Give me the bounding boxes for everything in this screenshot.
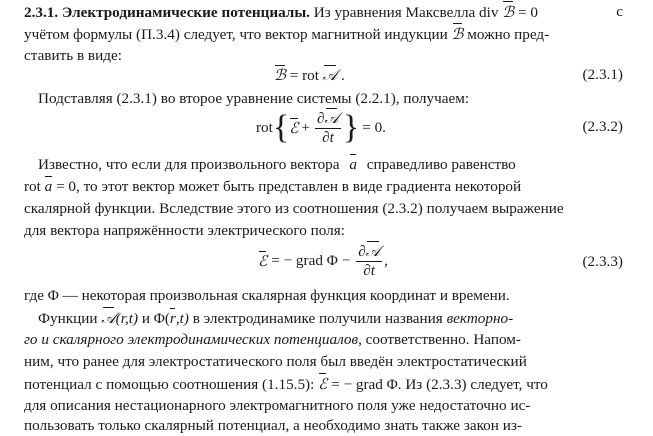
text: потенциал с помощью соотношения (1.15.5):: [24, 376, 315, 393]
text: . Из (2.3.3) следует, что: [397, 376, 548, 393]
symbol-r: r: [169, 310, 176, 327]
text: скалярной функции. Вследствие этого из соотношения (2.3.2) получаем выражение: [24, 200, 564, 217]
text: учётом формулы (П.3.4) следует, что вектор магнитной индукции: [24, 26, 448, 43]
text: ,t): [175, 310, 189, 327]
eq-text: = rot: [289, 67, 319, 84]
text-line: [24, 374, 653, 395]
equation-2-3-1: [274, 66, 345, 85]
symbol-B: ℬ: [502, 3, 515, 21]
text: справедливо равенство: [366, 156, 516, 173]
text: и Φ(: [141, 310, 170, 327]
equation-2-3-2: [256, 108, 386, 148]
right-brace: }: [342, 109, 360, 146]
symbol-A: 𝒜: [365, 242, 381, 260]
text-line: [24, 24, 653, 45]
eq-text: ∂: [316, 110, 325, 127]
eq-text: .: [340, 67, 345, 84]
text-line: [24, 46, 653, 66]
symbol-A: 𝒜: [324, 109, 339, 127]
text: в электродинамике получили названия: [192, 310, 443, 327]
symbol-E: ℰ: [318, 375, 328, 393]
equation-number: (2.3.3): [582, 253, 623, 270]
text: , то этот вектор может быть представлен в виде градиента некоторой: [76, 178, 522, 195]
text-line: [24, 330, 653, 350]
text: rot: [24, 178, 41, 195]
eq-text: = − grad Φ −: [271, 252, 351, 269]
text: , соответственно. Напом-: [358, 331, 521, 348]
text: Функции: [38, 310, 98, 327]
symbol-E: ℰ: [289, 119, 299, 137]
text-line: [24, 199, 653, 219]
text-line: [24, 396, 653, 416]
symbol-A: 𝒜: [101, 309, 116, 327]
eq-text: ∂: [358, 243, 366, 260]
text: = 0: [518, 4, 538, 21]
symbol-a: a: [44, 178, 53, 195]
symbol-B: ℬ: [451, 25, 464, 43]
eq-text: ∂t: [363, 262, 375, 279]
text: пользовать только скалярный потенциал, а необходимо знать также закон из-: [24, 417, 522, 434]
text-line: [24, 177, 653, 197]
fraction: [356, 242, 382, 280]
text: для вектора напряжённости электрического поля:: [24, 222, 345, 239]
text: ставить в виде:: [24, 47, 122, 64]
text: ним, что ранее для электростатического поля был введён электростатический: [24, 353, 527, 370]
text: го и скалярного электродинамических потенциалов: [24, 331, 359, 348]
eq-text: +: [301, 119, 310, 136]
equation-number: (2.3.1): [582, 66, 623, 83]
eq-text: rot: [256, 119, 273, 136]
text: = 0: [56, 178, 77, 195]
equation-number: (2.3.2): [582, 118, 623, 135]
symbol-E: ℰ: [258, 252, 268, 270]
text: можно пред-: [467, 26, 550, 43]
text: Подставляя (2.3.1) во второе уравнение системы (2.2.1), получаем:: [38, 90, 470, 107]
symbol-B: ℬ: [274, 66, 286, 84]
eq-text: ∂t: [322, 129, 334, 146]
text-line: [38, 89, 653, 109]
eq-text: ,: [384, 252, 388, 269]
text: для описания нестационарного электромагнитного поля уже недостаточно ис-: [24, 397, 531, 414]
text: Известно, что если для произвольного вектора: [38, 156, 340, 173]
fraction: [315, 109, 341, 147]
symbol-a: a: [349, 156, 357, 173]
text-line: [38, 155, 653, 175]
text: (r,t): [115, 310, 139, 327]
text: векторно-: [446, 310, 514, 327]
equation-2-3-3: [258, 240, 388, 282]
text-line: [24, 286, 653, 306]
section-title: Электродинамические потенциалы.: [61, 4, 310, 21]
symbol-A: 𝒜: [322, 66, 338, 84]
eq-text: = 0.: [362, 119, 386, 136]
text-line: [24, 221, 653, 241]
text: Из уравнения Максвелла div: [313, 4, 499, 21]
text: = − grad Φ: [331, 376, 398, 393]
section-heading-line: [24, 2, 653, 23]
text-line: [24, 352, 653, 372]
text: с: [616, 3, 623, 20]
section-number: 2.3.1.: [24, 4, 59, 21]
text-line: [38, 308, 653, 329]
left-brace: {: [272, 109, 290, 146]
text: где Φ — некоторая произвольная скалярная функция координат и времени.: [24, 287, 510, 304]
text-line: [24, 416, 653, 436]
